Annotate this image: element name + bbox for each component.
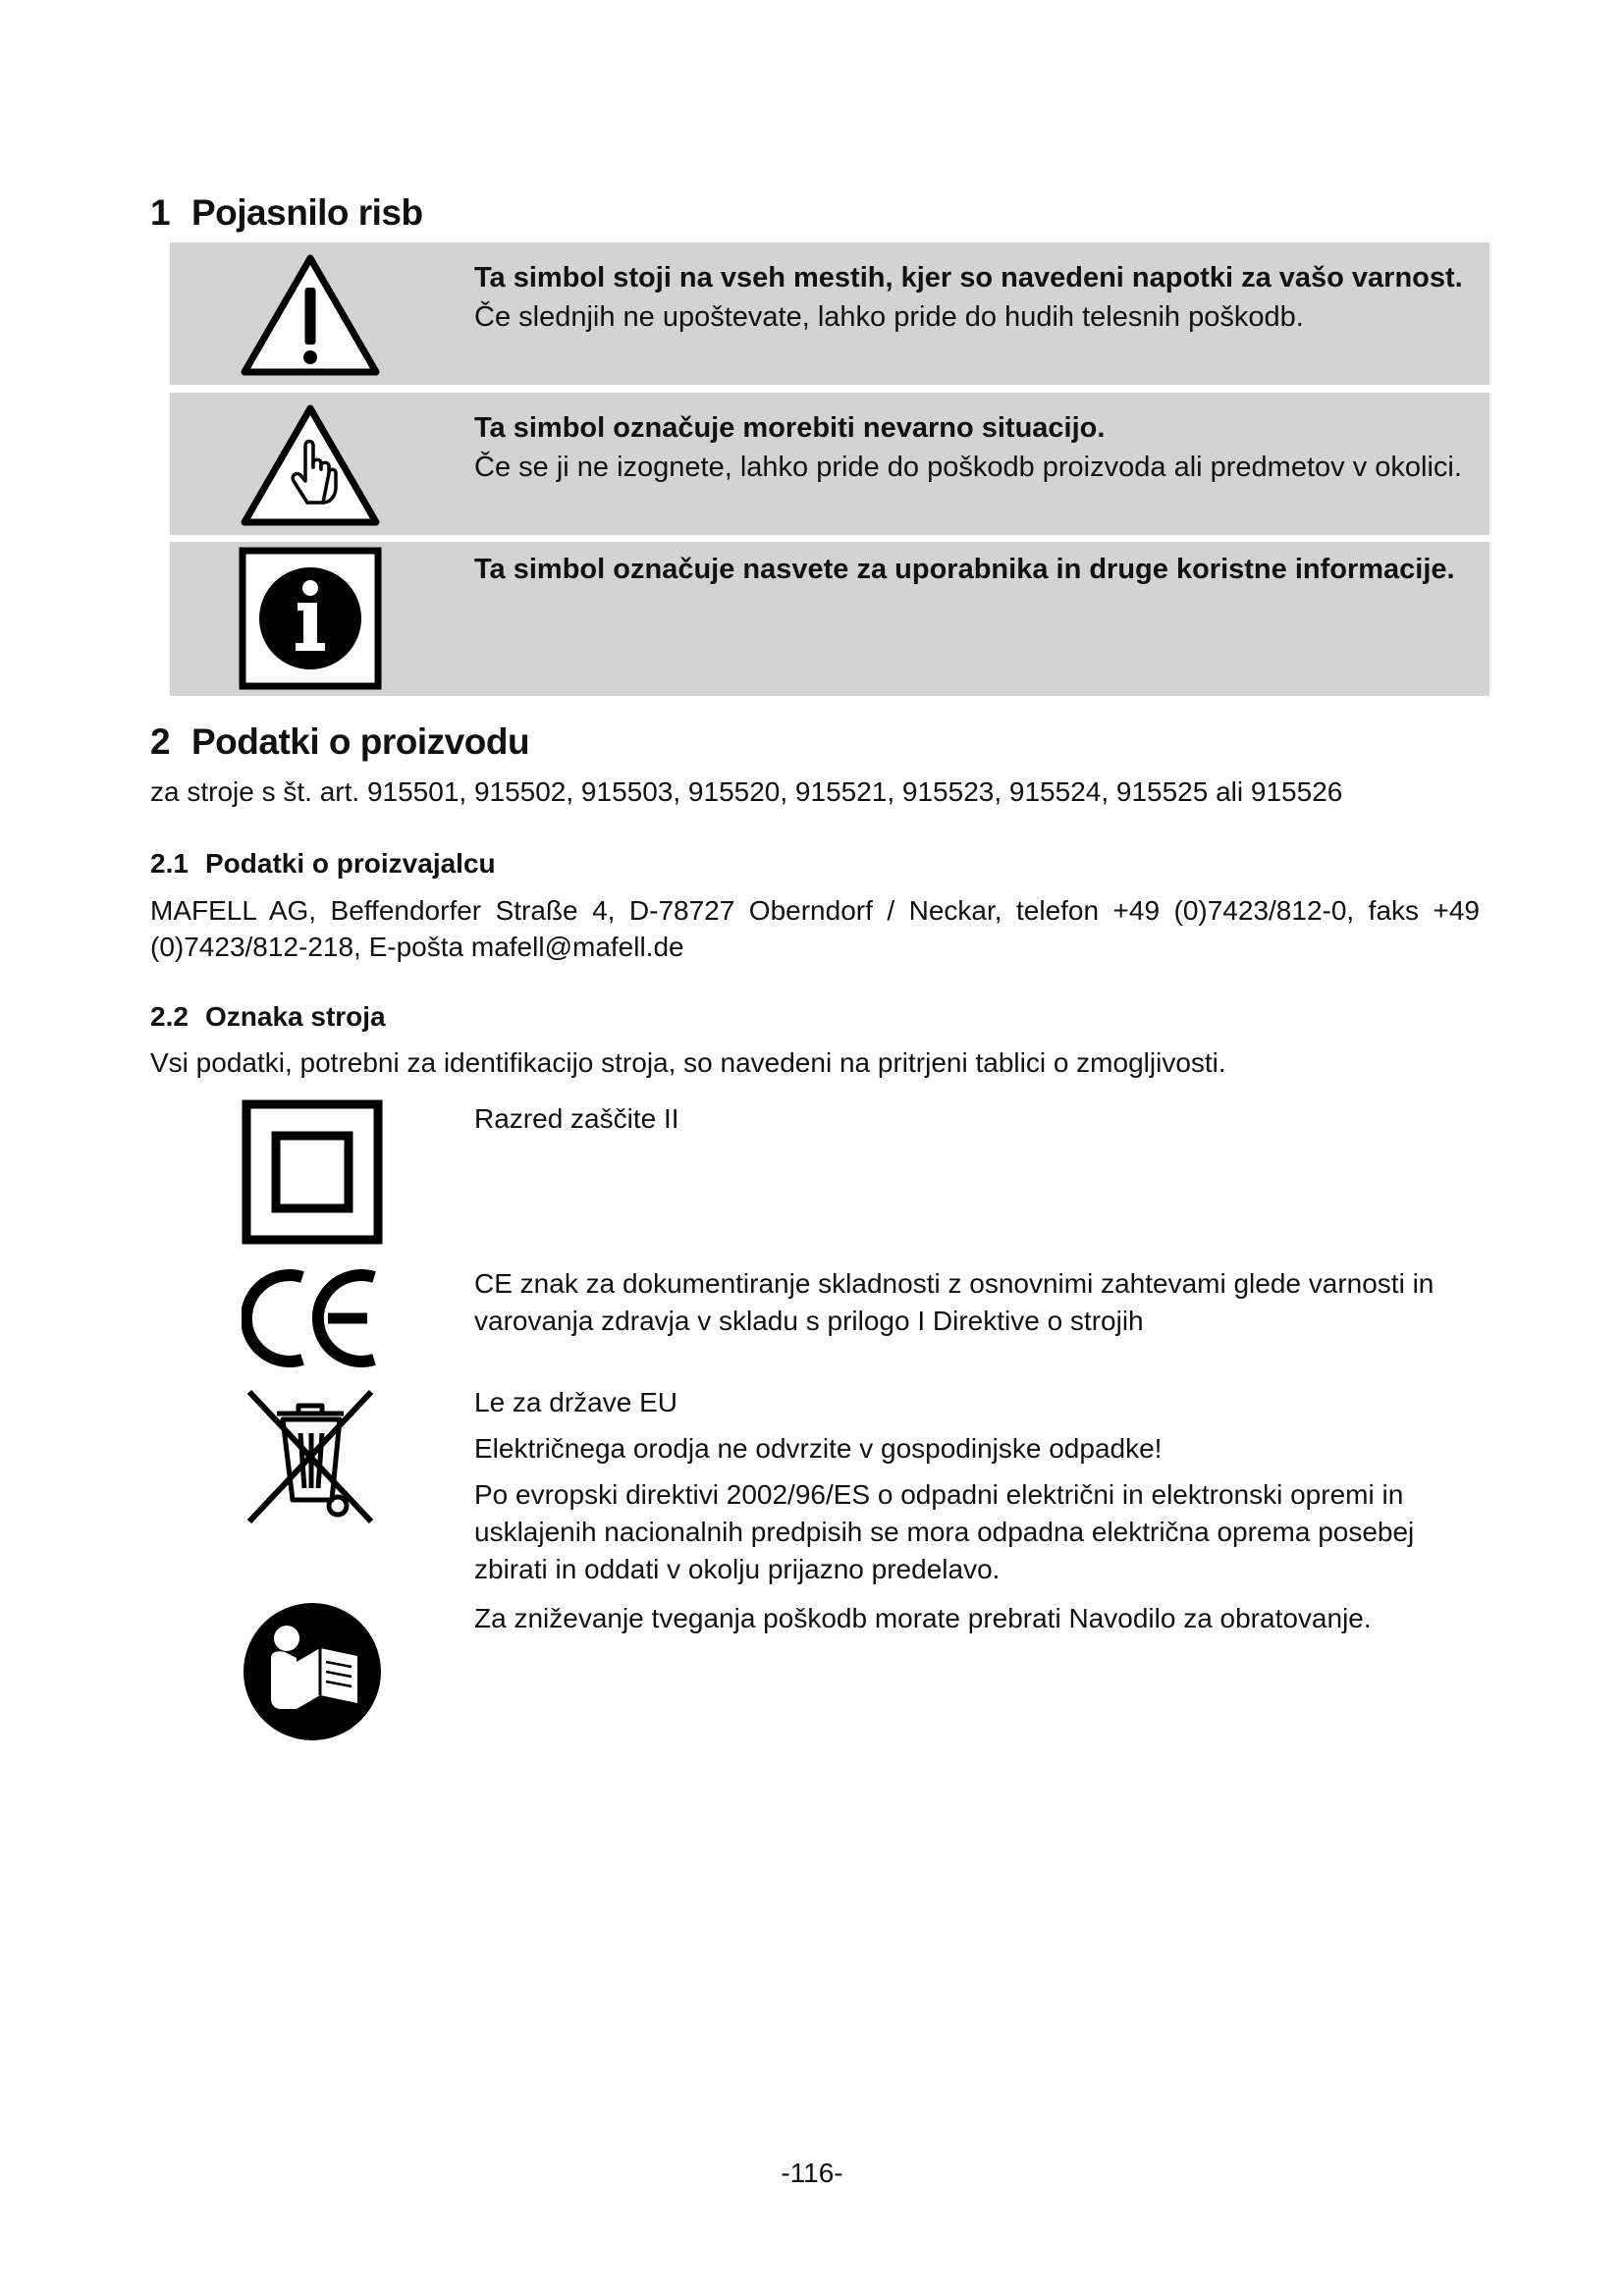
- section-1-heading: [150, 192, 423, 234]
- symbol-description: [474, 258, 1463, 337]
- symbol-row-caution: [170, 393, 1489, 535]
- symbol-row-info: [170, 542, 1489, 696]
- machine-marking-text: Vsi podatki, potrebni za identifikacijo stroja, so navedeni na pritrjeni tablici o zmogljivosti.: [150, 1047, 1226, 1078]
- subsection-number: 2.1: [150, 848, 189, 879]
- symbol-text: Razred zaščite II: [474, 1103, 679, 1134]
- read-manual-icon: [242, 1601, 383, 1742]
- ce-mark-icon: [242, 1265, 383, 1371]
- symbol-description: [474, 1265, 1486, 1349]
- symbol-description: [474, 1384, 1486, 1597]
- symbol-description: [474, 550, 1455, 589]
- manufacturer-info: MAFELL AG, Beffendorfer Straße 4, D-78727 Oberndorf / Neckar, telefon +49 (0)7423/812-0, faks +49 (0)7423/812-218, E-pošta mafell@mafell.de: [150, 895, 1480, 962]
- caution-hand-icon: [239, 400, 382, 528]
- symbol-text: Le za države EU: [474, 1387, 677, 1417]
- warning-triangle-icon: [239, 250, 382, 378]
- subsection-2-2-heading: [150, 1001, 386, 1033]
- section-number: 2: [150, 721, 171, 762]
- section-title: Pojasnilo risb: [191, 192, 423, 233]
- subsection-2-1-heading: [150, 848, 496, 880]
- page-number: -116-: [781, 2158, 843, 2188]
- symbol-title: Ta simbol označuje nasvete za uporabnika in druge koristne informacije.: [474, 554, 1455, 585]
- symbol-description: [474, 1600, 1486, 1646]
- symbol-description: [474, 1100, 1486, 1147]
- symbol-text: Po evropski direktivi 2002/96/ES o odpadni električni in elektronski opremi in usklajenih nacionalnih predpisih se mora odpadna električna oprema posebej zbirati in oddati v okolju prijazno predelavo.: [474, 1479, 1415, 1584]
- symbol-description: [474, 408, 1462, 487]
- section-number: 1: [150, 192, 171, 233]
- section-2-heading: [150, 721, 529, 763]
- product-intro: za stroje s št. art. 915501, 915502, 915503, 915520, 915521, 915523, 915524, 915525 ali 915526: [150, 776, 1343, 807]
- symbol-text: Za zniževanje tveganja poškodb morate prebrati Navodilo za obratovanje.: [474, 1603, 1372, 1633]
- symbol-text: CE znak za dokumentiranje skladnosti z osnovnimi zahtevami glede varnosti in varovanja zdravja v skladu s prilogo I Direktive o strojih: [474, 1268, 1435, 1336]
- symbol-title: Ta simbol označuje morebiti nevarno situacijo.: [474, 412, 1106, 444]
- symbol-title: Ta simbol stoji na vseh mestih, kjer so navedeni napotki za vašo varnost.: [474, 262, 1463, 294]
- symbol-text: Če slednjih ne upoštevate, lahko pride do hudih telesnih poškodb.: [474, 301, 1304, 333]
- protection-class-ii-icon: [242, 1099, 383, 1245]
- crossed-bin-icon: [242, 1384, 379, 1529]
- symbol-row-warning: [170, 242, 1489, 385]
- symbol-text: Če se ji ne izognete, lahko pride do poškodb proizvoda ali predmetov v okolici.: [474, 452, 1462, 483]
- subsection-number: 2.2: [150, 1001, 189, 1032]
- info-icon: [239, 547, 382, 690]
- section-title: Podatki o proizvodu: [191, 721, 530, 762]
- subsection-title: Podatki o proizvajalcu: [205, 848, 496, 879]
- symbol-text: Električnega orodja ne odvrzite v gospodinjske odpadke!: [474, 1433, 1163, 1464]
- subsection-title: Oznaka stroja: [205, 1001, 386, 1032]
